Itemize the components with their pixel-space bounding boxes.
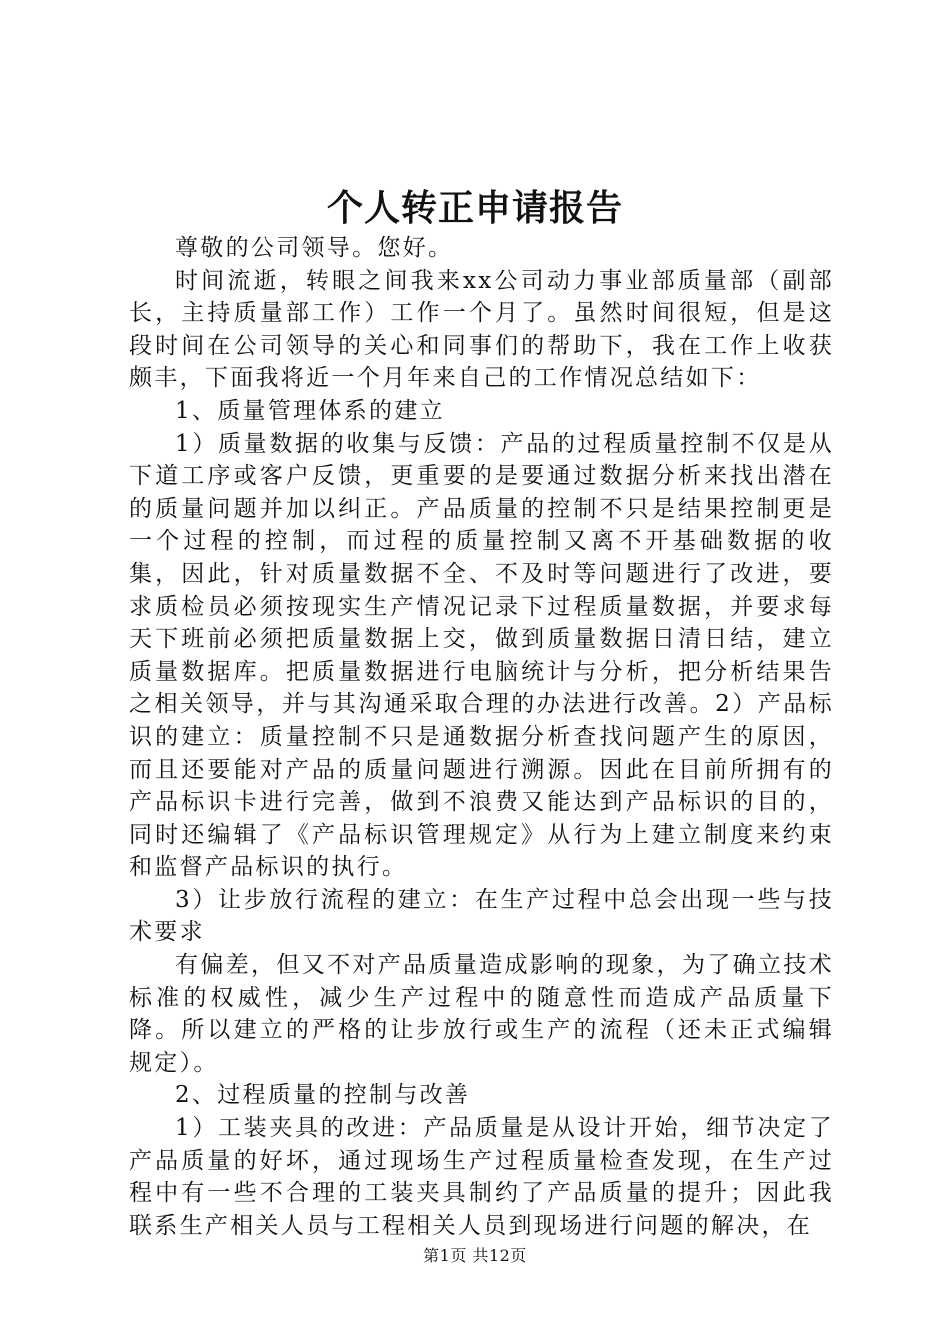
- page-number-footer: 第1页 共12页: [423, 1246, 527, 1265]
- paragraph-intro: 时间流逝，转眼之间我来xx公司动力事业部质量部（副部长，主持质量部工作）工作一个月了。虽然时间很短，但是这段时间在公司领导的关心和同事们的帮助下，我在工作上收获颇丰，下面我将近一个月年来自己的工作情况总结如下：: [129, 267, 834, 392]
- section-heading-2: 2、过程质量的控制与改善: [175, 1082, 471, 1109]
- paragraph-quality-data: 1）质量数据的收集与反馈：产品的过程质量控制不仅是从下道工序或客户反馈，更重要的是要通过数据分析来找出潜在的质量问题并加以纠正。产品质量的控制不只是结果控制更是一个过程的控制，而过程的质量控制又离不开基础数据的收集，因此，针对质量数据不全、不及时等问题进行了改进，要求质检员必须按现实生产情况记录下过程质量数据，并要求每天下班前必须把质量数据上交，做到质量数据日清日结，建立质量数据库。把质量数据进行电脑统计与分析，把分析结果告之相关领导，并与其沟通采取合理的办法进行改善。2）产品标识的建立：质量控制不只是通数据分析查找问题产生的原因，而且还要能对产品的质量问题进行溯源。因此在目前所拥有的产品标识卡进行完善，做到不浪费又能达到产品标识的目的，同时还编辑了《产品标识管理规定》从行为上建立制度来约束和监督产品标识的执行。: [129, 430, 834, 881]
- paragraph-concession-release: 3）让步放行流程的建立：在生产过程中总会出现一些与技术要求: [129, 886, 834, 946]
- document-title: 个人转正申请报告: [326, 187, 623, 229]
- section-heading-1: 1、质量管理体系的建立: [175, 397, 445, 424]
- document-body: [129, 232, 834, 1242]
- paragraph-fixtures: 1）工装夹具的改进：产品质量是从设计开始，细节决定了产品质量的好坏，通过现场生产过程质量检查发现，在生产过程中有一些不合理的工装夹具制约了产品质量的提升；因此我联系生产相关人员与工程相关人员到现场进行问题的解决，在: [129, 1115, 834, 1239]
- paragraph-greeting: 尊敬的公司领导。您好。: [175, 235, 454, 261]
- paragraph-concession-continued: 有偏差，但又不对产品质量造成影响的现象，为了确立技术标准的权威性，减少生产过程中的随意性而造成产品质量下降。所以建立的严格的让步放行或生产的流程（还未正式编辑规定）。: [129, 952, 834, 1076]
